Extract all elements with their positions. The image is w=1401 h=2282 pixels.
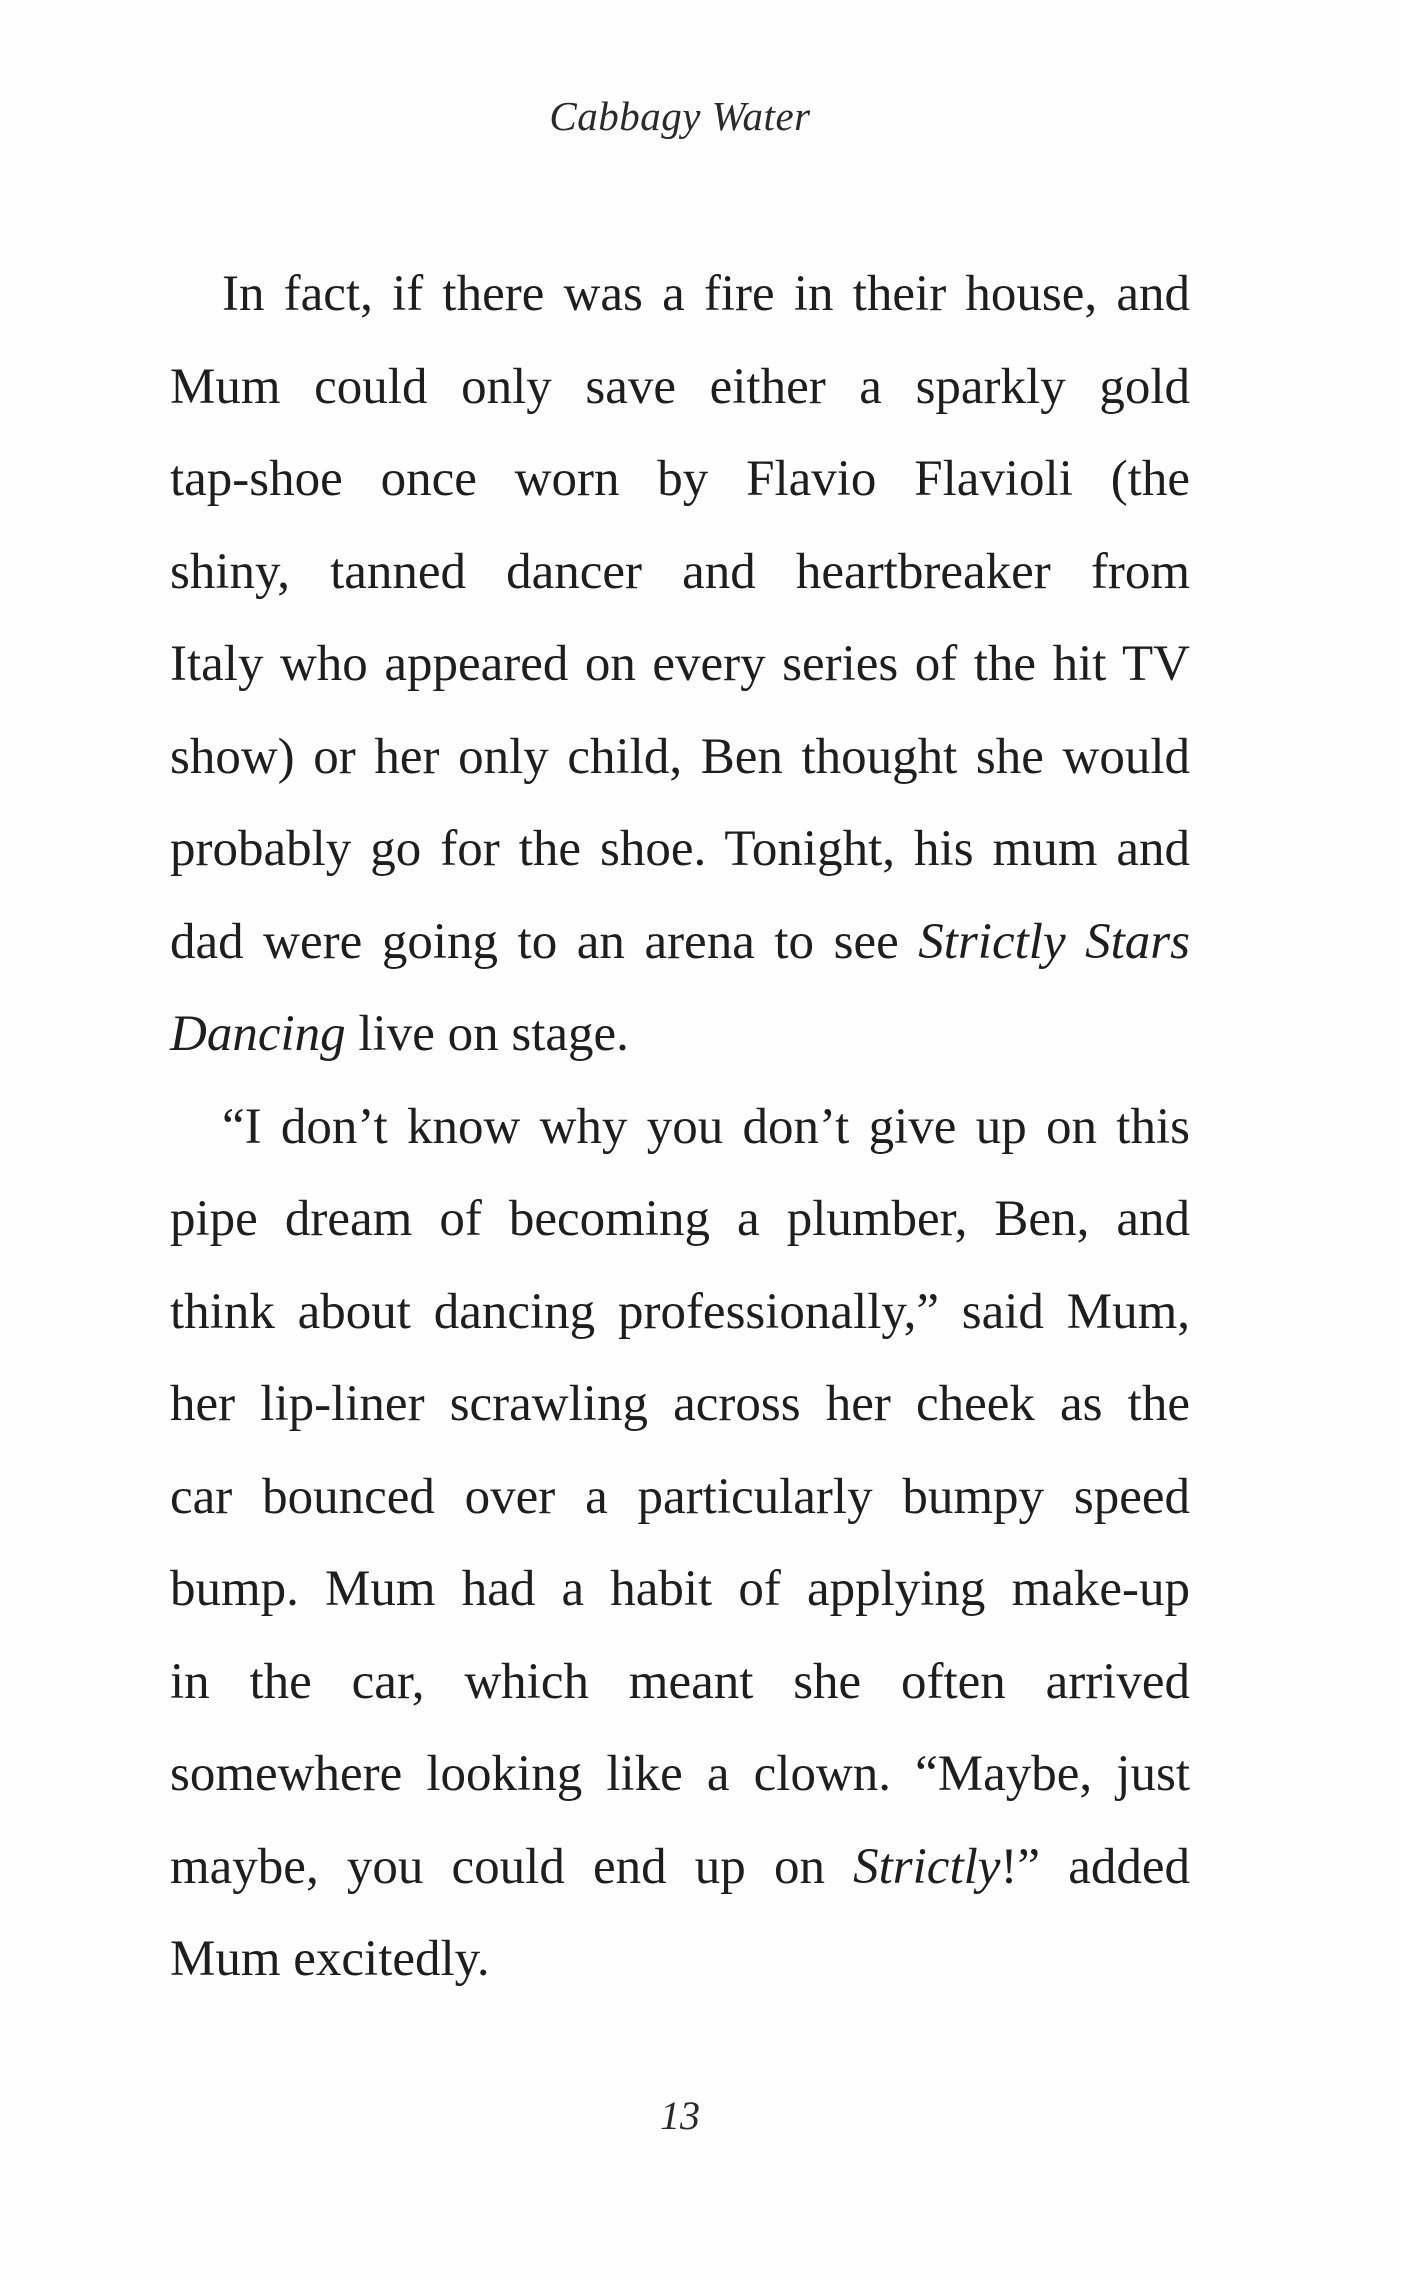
show-title-italic: Strictly Stars (918, 913, 1190, 970)
text-line: tap-shoe once worn by Flavio Flavioli (the (170, 451, 1190, 507)
text-line: car bounced over a particularly bumpy speed (170, 1468, 1190, 1525)
text-line: Mum could only save either a sparkly gold (170, 358, 1190, 415)
text-segment: dad were going to an arena to see (170, 913, 919, 970)
body-text (170, 248, 1190, 2006)
text-line: Italy who appeared on every series of the hit TV (170, 636, 1190, 692)
text-line (170, 1821, 1190, 1914)
running-head: Cabbagy Water (549, 93, 811, 139)
page-number: 13 (660, 2093, 700, 2138)
paragraph-2 (170, 1081, 1190, 2006)
show-title-italic: Dancing (170, 1006, 346, 1062)
text-segment: maybe, you could end up on (170, 1838, 854, 1895)
text-segment: live on stage. (345, 1006, 629, 1062)
text-line: pipe dream of becoming a plumber, Ben, and (170, 1191, 1190, 1247)
text-line: think about dancing professionally,” said Mum, (170, 1283, 1190, 1340)
text-line: probably go for the shoe. Tonight, his mum and (170, 821, 1190, 877)
text-line: Mum excitedly. (170, 1931, 490, 1987)
text-line: bump. Mum had a habit of applying make-up (170, 1561, 1190, 1617)
text-line: “I don’t know why you don’t give up on this (222, 1098, 1190, 1155)
text-line: show) or her only child, Ben thought she would (170, 728, 1190, 785)
text-line: In fact, if there was a fire in their house, and (222, 266, 1190, 322)
text-line: somewhere looking like a clown. “Maybe, just (170, 1746, 1190, 1802)
show-title-italic: Strictly (853, 1838, 1001, 1895)
text-line (170, 988, 1190, 1081)
text-line (170, 896, 1190, 989)
paragraph-1 (170, 248, 1190, 1081)
text-line: shiny, tanned dancer and heartbreaker from (170, 543, 1190, 600)
text-segment: !” added (1000, 1838, 1190, 1895)
text-line: in the car, which meant she often arrived (170, 1653, 1190, 1710)
text-line: her lip-liner scrawling across her cheek as the (170, 1376, 1190, 1432)
